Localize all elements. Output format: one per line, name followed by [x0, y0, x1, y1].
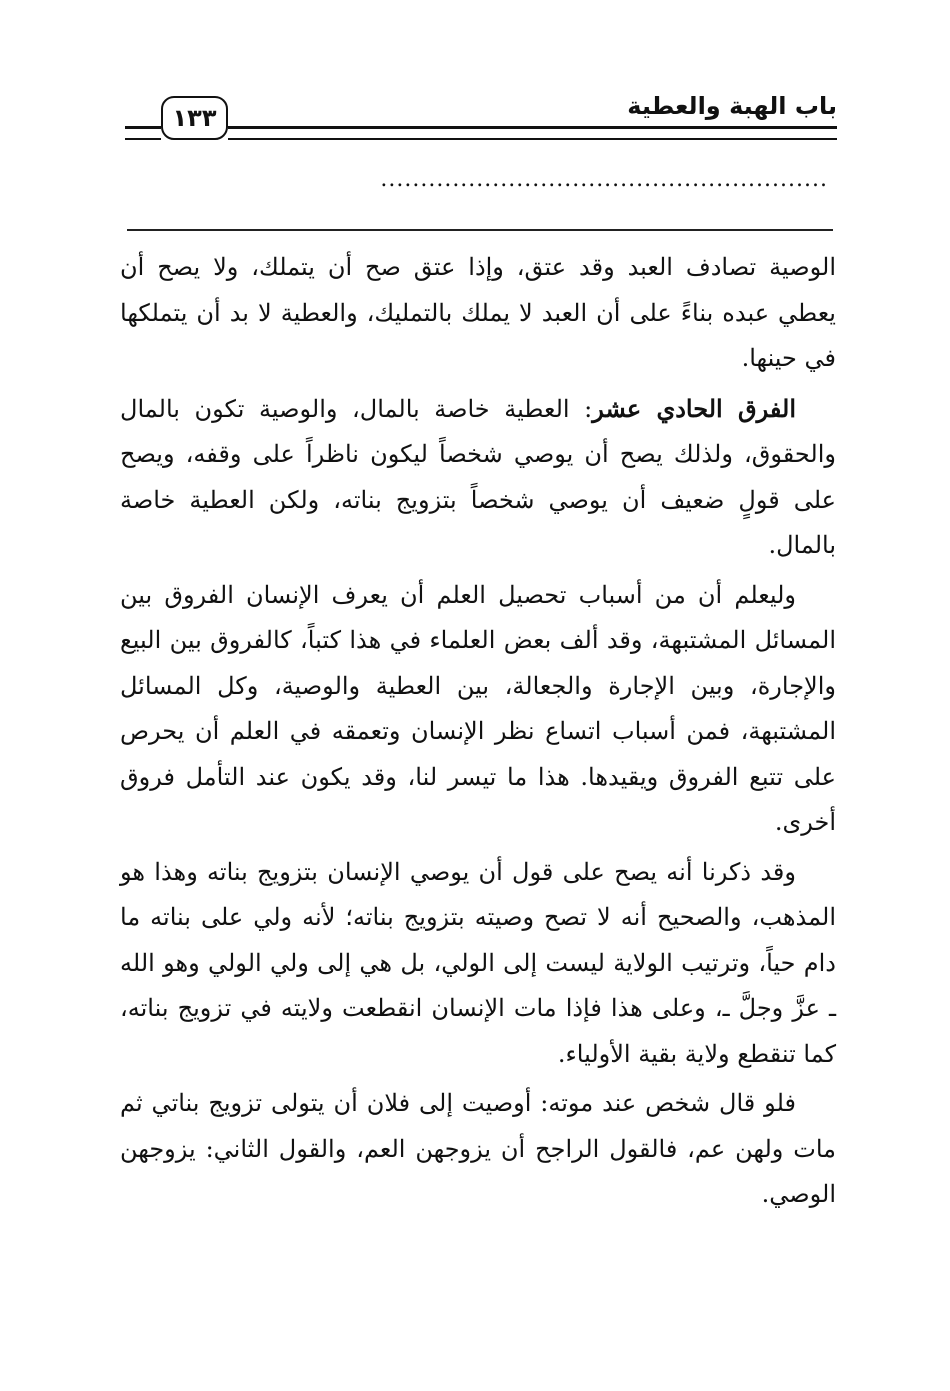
- dotted-line: ........................................................: [380, 167, 828, 192]
- separator-line: [127, 229, 833, 231]
- header-rule-short: [125, 126, 161, 140]
- paragraph: وليعلم أن من أسباب تحصيل العلم أن يعرف الإنسان الفروق بين المسائل المشتبهة، وقد ألف بعض العلماء في هذا كتباً، كالفروق بين البيع والإجارة، وبين الإجارة والجعالة، بين العطية والوصية، وكل المسائل المشتبهة، فمن أسباب اتساع نظر الإنسان وتعمقه في العلم أن يحرص على تتبع الفروق ويقيدها. هذا ما تيسر لنا، وقد يكون عند التأمل فروق أخرى.: [120, 580, 837, 836]
- paragraph: الوصية تصادف العبد وقد عتق، وإذا عتق صح أن يتملك، ولا يصح أن يعطي عبده بناءً على أن العبد لا يملك بالتمليك، والعطية لا بد أن يتملكها في حينها.: [120, 253, 836, 372]
- page-header: [125, 92, 837, 150]
- paragraph-text: : العطية خاصة بالمال، والوصية تكون بالمال والحقوق، ولذلك يصح أن يوصي شخصاً ليكون ناظراً على وقفه، ويصح على قولٍ ضعيف أن يوصي شخصاً بتزويج بناته، ولكن العطية خاصة بالمال.: [120, 394, 836, 559]
- running-title: باب الهبة والعطية: [627, 92, 837, 120]
- paragraph: [120, 386, 836, 569]
- body-text: [120, 245, 836, 1222]
- paragraph: وقد ذكرنا أنه يصح على قول أن يوصي الإنسان بتزويج بناته وهذا هو المذهب، والصحيح أنه لا تصح وصيته بتزويج بناته؛ لأنه ولي على بناته ما دام حياً، وترتيب الولاية ليست إلى الولي، بل هي إلى ولي الولي وهو الله ـ عزَّ وجلَّ ـ، وعلى هذا فإذا مات الإنسان انقطعت ولايته في تزويج بناته، كما تنقطع ولاية بقية الأولياء.: [120, 857, 836, 1068]
- page-number: ١٣٣: [161, 96, 228, 140]
- header-rule: [228, 126, 837, 140]
- paragraph-heading: الفرق الحادي عشر: [592, 393, 796, 423]
- paragraph: فلو قال شخص عند موته: أوصيت إلى فلان أن يتولى تزويج بناتي ثم مات ولهن عم، فالقول الراجح أن يزوجهن العم، والقول الثاني: يزوجهن الوصي.: [120, 1089, 836, 1208]
